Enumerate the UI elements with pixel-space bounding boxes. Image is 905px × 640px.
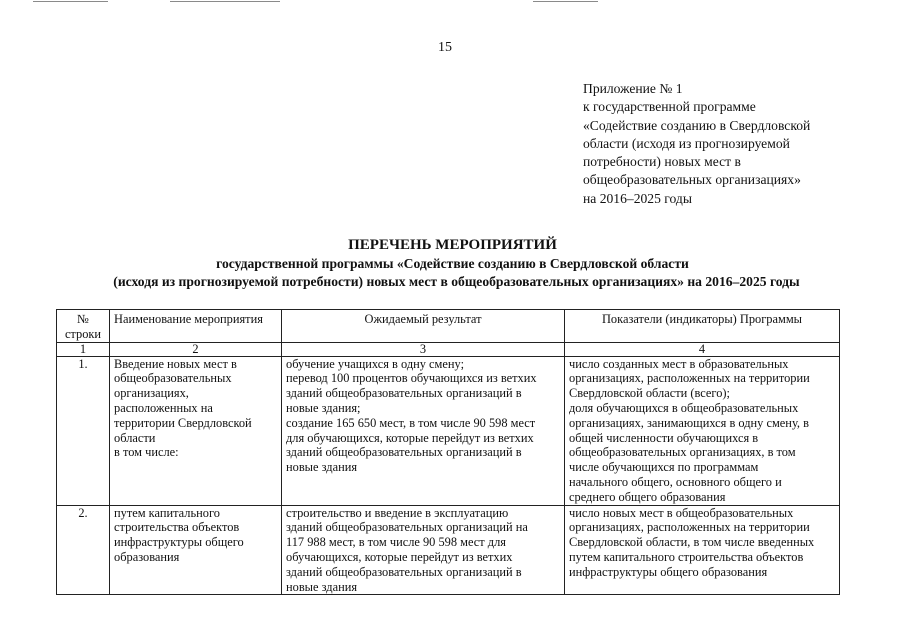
appendix-line: «Содействие созданию в Свердловской [583, 117, 811, 133]
scan-edge-line-left [33, 1, 108, 2]
appendix-line: области (исходя из прогнозируемой [583, 135, 790, 151]
header-indicators: Показатели (индикаторы) Программы [565, 310, 840, 343]
column-index-cell: 1 [57, 342, 110, 356]
header-measure-name: Наименование мероприятия [110, 310, 282, 343]
appendix-line: Приложение № 1 [583, 81, 683, 96]
document-subtitle-line-2: (исходя из прогнозируемой потребности) новых мест в общеобразовательных организациях» на 2016–2025 годы [113, 274, 800, 289]
header-row-number: № строки [57, 310, 110, 343]
appendix-block [583, 80, 883, 208]
page-number: 15 [438, 40, 452, 55]
document-subtitle-line-1: государственной программы «Содействие созданию в Свердловской области [216, 256, 689, 271]
row-number-cell: 1. [57, 356, 110, 505]
measures-table [56, 309, 840, 595]
scan-edge-line-right [533, 1, 598, 2]
appendix-line: потребности) новых мест в [583, 154, 741, 170]
appendix-line: общеобразовательных организациях» [583, 172, 801, 188]
expected-result-cell: обучение учащихся в одну смену; перевод 100 процентов обучающихся из ветхих зданий общеобразовательных организаций в новые здания; создание 165 650 мест, в том числе 90 598 мест для обучающихся, которые перейдут из ветхих зданий общеобразовательных организаций в новые здания [282, 356, 565, 505]
header-expected-result: Ожидаемый результат [282, 310, 565, 343]
document-title: ПЕРЕЧЕНЬ МЕРОПРИЯТИЙ [348, 237, 557, 253]
measure-name-cell: путем капитального строительства объектов инфраструктуры общего образования [110, 505, 282, 595]
column-index-cell: 4 [565, 342, 840, 356]
table-column-index-row [57, 342, 840, 356]
expected-result-cell: строительство и введение в эксплуатацию зданий общеобразовательных организаций на 117 988 мест, в том числе 90 598 мест для обучающихся, которые перейдут из ветхих зданий общеобразовательных организаций в новые здания [282, 505, 565, 595]
table-header-row [57, 310, 840, 343]
row-number-cell: 2. [57, 505, 110, 595]
indicators-cell: число созданных мест в образовательных организациях, расположенных на территории Свердловской области (всего); доля обучающихся в общеобразовательных организациях, занимающихся в одну смену, в общей численности обучающихся в общеобразовательных организациях, в том числе обучающихся по программам начального общего, основного общего и среднего общего образования [565, 356, 840, 505]
appendix-line: к государственной программе [583, 99, 756, 115]
table-row [57, 505, 840, 595]
measure-name-cell: Введение новых мест в общеобразовательных организациях, расположенных на территории Свердловской области в том числе: [110, 356, 282, 505]
column-index-cell: 2 [110, 342, 282, 356]
appendix-line: на 2016–2025 годы [583, 190, 692, 206]
table-row [57, 356, 840, 505]
column-index-cell: 3 [282, 342, 565, 356]
scan-edge-line-mid [170, 1, 280, 2]
indicators-cell: число новых мест в общеобразовательных организациях, расположенных на территории Свердловской области, в том числе введенных путем капитального строительства объектов инфраструктуры общего образования [565, 505, 840, 595]
document-heading [0, 236, 905, 291]
